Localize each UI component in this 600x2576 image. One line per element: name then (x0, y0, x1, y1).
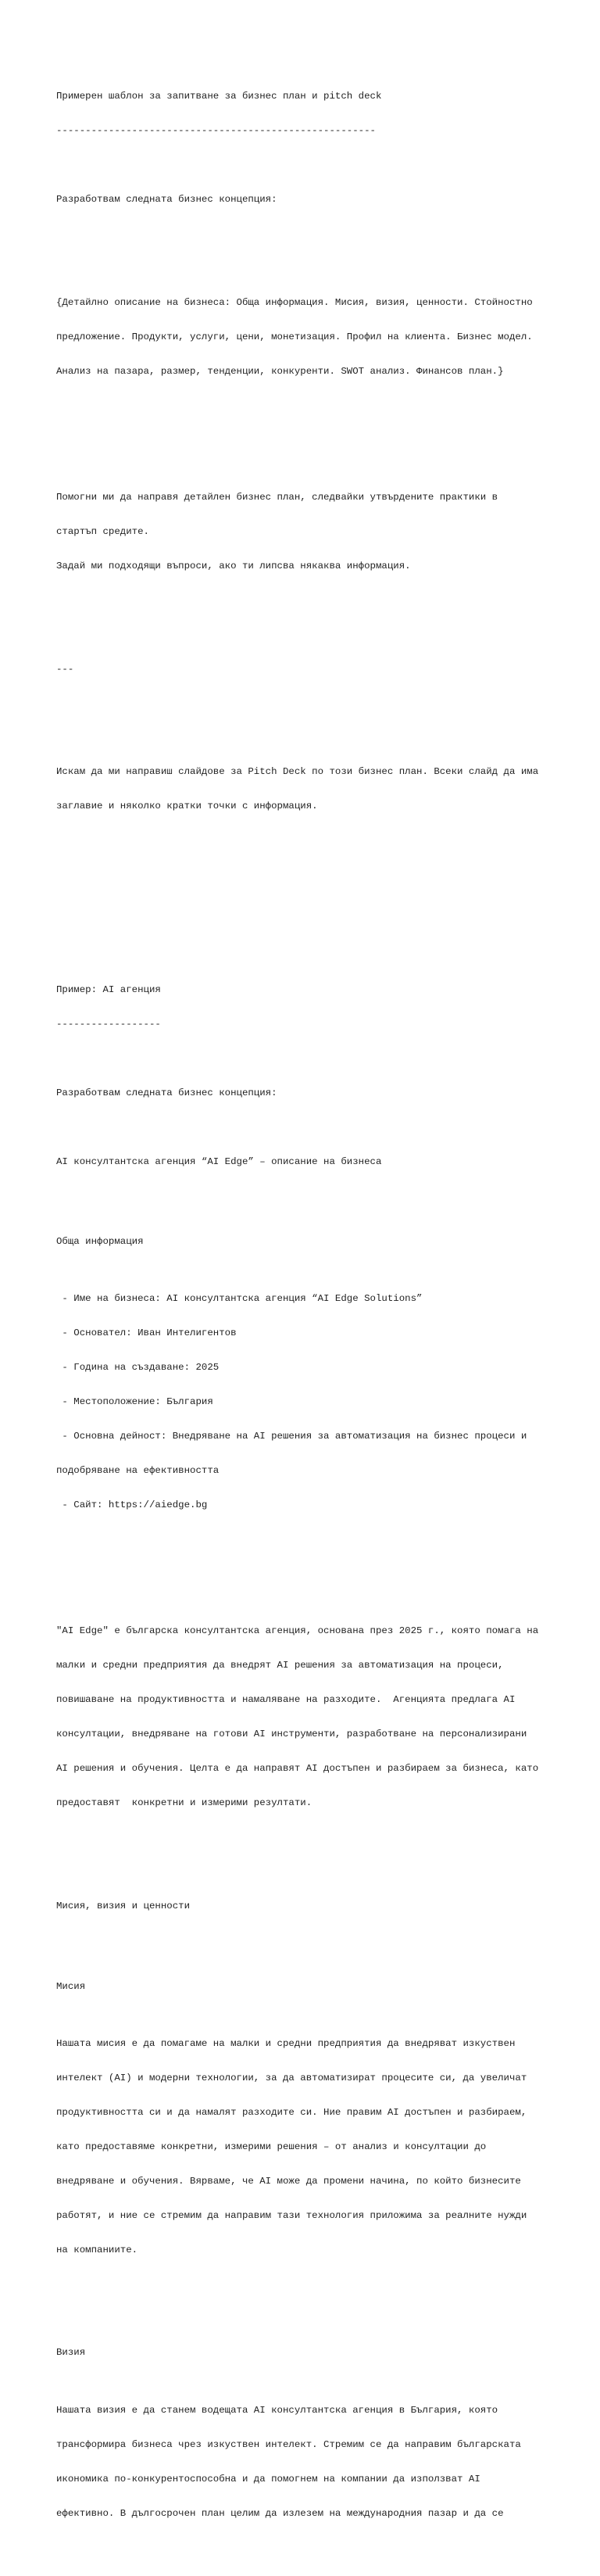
spacer (56, 618, 548, 629)
list-item: - Местоположение: България (56, 1396, 213, 1408)
paragraph-line: интелект (AI) и модерни технологии, за да автоматизират процесите си, да увеличат (56, 2072, 527, 2083)
spacer (56, 938, 548, 950)
spacer (56, 2302, 548, 2313)
paragraph-line: като предоставяме конкретни, измерими решения – от анализ и консултации до (56, 2141, 487, 2152)
paragraph-line: продуктивността си и да намалят разходите си. Ние правим AI достъпен и разбираем, (56, 2106, 527, 2118)
paragraph-line: предоставят конкретни и измерими резултати. (56, 1797, 312, 1809)
vision-heading: Визия (56, 2347, 86, 2359)
intro-request: Разработвам следната бизнес концепция: (56, 193, 277, 205)
document-body (56, 56, 548, 2576)
paragraph-line: стартъп средите. (56, 525, 149, 537)
spacer (56, 1191, 548, 1202)
paragraph-line: ефективно. В дългосрочен план целим да излезем на международния пазар и да се (56, 2507, 504, 2519)
paragraph-line: Искам да ми направиш слайдове за Pitch Deck по този бизнес план. Всеки слайд да има (56, 766, 539, 778)
general-info-heading: Обща информация (56, 1236, 144, 1248)
list-item: - Година на създаване: 2025 (56, 1362, 220, 1374)
paragraph-line: "AI Edge" е българска консултантска агенция, основана през 2025 г., която помага на (56, 1625, 539, 1637)
vision-paragraph (56, 2381, 548, 2542)
example-title: Пример: AI агенция (56, 983, 161, 995)
spacer (56, 1557, 548, 1568)
list-item: - Име на бизнеса: AI консултантска агенция “AI Edge Solutions” (56, 1293, 423, 1305)
paragraph-line: Нашата визия е да станем водещата AI консултантска агенция в България, която (56, 2404, 498, 2416)
example-heading: AI консултантска агенция “AI Edge” – описание на бизнеса (56, 1155, 382, 1167)
section-separator: --- (56, 663, 74, 675)
list-item: - Основател: Иван Интелигентов (56, 1327, 237, 1339)
spacer (56, 1053, 548, 1065)
paragraph-line: Задай ми подходящи въпроси, ако ти липсва някаква информация. (56, 560, 411, 571)
spacer (56, 1935, 548, 1947)
spacer (56, 869, 548, 881)
list-item: - Основна дейност: Внедряване на AI решения за автоматизация на бизнес процеси и (56, 1431, 527, 1442)
placeholder-paragraph (56, 274, 548, 399)
document-title: Примерен шаблон за запитване за бизнес план и pitch deck (56, 90, 382, 102)
spacer (56, 1854, 548, 1866)
general-info-list (56, 1270, 548, 1534)
paragraph-line: заглавие и няколко кратки точки с информация. (56, 801, 318, 812)
paragraph-line: икономика по-конкурентоспособна и да помогнем на компании да използват AI (56, 2473, 480, 2485)
spacer (56, 698, 548, 710)
title-underline: ------------------------------------------------------- (56, 124, 376, 136)
description-paragraph (56, 1603, 548, 1832)
mvv-heading: Мисия, визия и ценности (56, 1900, 191, 1911)
paragraph-line: {Детайлно описание на бизнеса: Обща информация. Мисия, визия, ценности. Стойностно (56, 296, 533, 308)
paragraph-line: Анализ на пазара, размер, тенденции, конкуренти. SWOT анализ. Финансов план.} (56, 365, 504, 377)
paragraph-line: Помогни ми да направя детайлен бизнес план, следвайки утвърдените практики в (56, 491, 498, 503)
paragraph-line: на компаниите. (56, 2244, 138, 2255)
spacer (56, 423, 548, 435)
mission-paragraph (56, 2015, 548, 2279)
mission-heading: Мисия (56, 1980, 86, 1992)
spacer (56, 1122, 548, 1134)
plan-request-paragraph (56, 468, 548, 594)
spacer (56, 904, 548, 915)
paragraph-line: предложение. Продукти, услуги, цени, монетизация. Профил на клиента. Бизнес модел. (56, 331, 533, 342)
paragraph-line: Нашата мисия е да помагаме на малки и средни предприятия да внедряват изкуствен (56, 2037, 516, 2049)
example-underline: ------------------ (56, 1018, 161, 1030)
paragraph-line: трансформира бизнеса чрез изкуствен интелект. Стремим се да направим българската (56, 2438, 521, 2450)
example-intro: Разработвам следната бизнес концепция: (56, 1087, 277, 1098)
pitch-request-paragraph (56, 743, 548, 835)
paragraph-line: малки и средни предприятия да внедрят AI решения за автоматизация на процеси, (56, 1660, 504, 1671)
list-item: - Сайт: https://aiedge.bg (56, 1499, 208, 1511)
paragraph-line: повишаване на продуктивността и намаляване на разходите. Агенцията предлага AI (56, 1694, 516, 1706)
paragraph-line: внедряване и обучения. Вярваме, че AI може да промени начина, по който бизнесите (56, 2175, 521, 2187)
paragraph-line: работят, и ние се стремим да направим тази технология приложима за реалните нужди (56, 2209, 527, 2221)
spacer (56, 228, 548, 240)
spacer (56, 159, 548, 171)
list-item: подобряване на ефективността (56, 1465, 220, 1477)
paragraph-line: консултации, внедряване на готови AI инструменти, разработване на персонализирани (56, 1729, 527, 1740)
paragraph-line: AI решения и обучения. Целта е да направят AI достъпен и разбираем за бизнеса, като (56, 1763, 539, 1775)
